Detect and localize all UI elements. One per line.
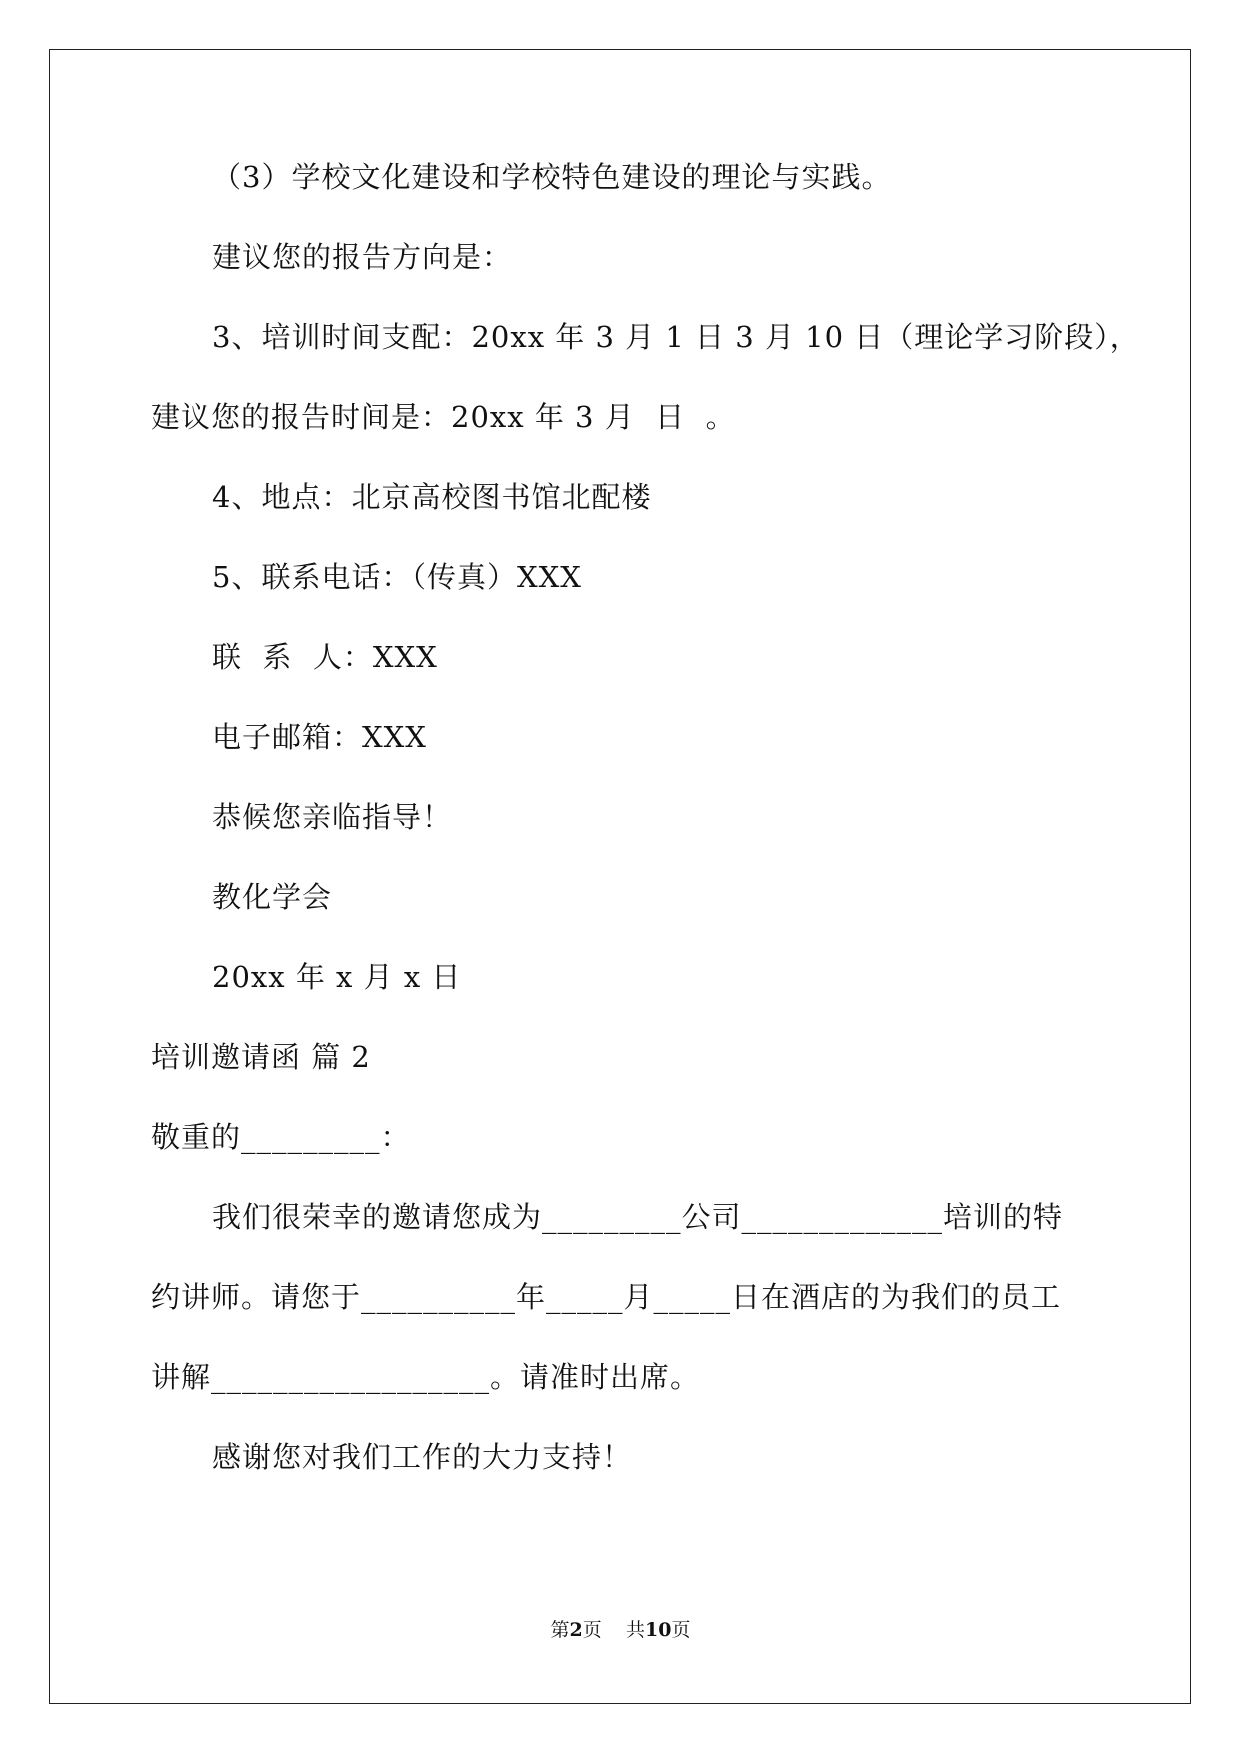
text-line-signature-org: 教化学会 [212, 880, 333, 914]
text-line-signature-date: 20xx 年 x 月 x 日 [212, 960, 462, 994]
text-line-contact-person: 联 系 人：XXX [212, 640, 438, 674]
text-line-closing: 恭候您亲临指导！ [212, 800, 453, 834]
text-line-invitation-1: 我们很荣幸的邀请您成为_________公司_____________培训的特 [212, 1200, 1064, 1234]
text-line-email: 电子邮箱：XXX [212, 720, 427, 754]
text-line-invitation-3: 讲解__________________。请准时出席。 [151, 1360, 701, 1394]
footer-total-prefix: 共 [625, 1619, 645, 1641]
text-line-report-direction: 建议您的报告方向是： [212, 240, 513, 274]
footer-page-prefix: 第 [550, 1619, 570, 1641]
text-line-topic-3: （3）学校文化建设和学校特色建设的理论与实践。 [212, 160, 892, 194]
text-line-report-time: 建议您的报告时间是：20xx 年 3 月 日 。 [151, 400, 736, 434]
page-footer [0, 1618, 1241, 1642]
footer-total-suffix: 页 [671, 1619, 691, 1641]
footer-total-pages: 10 [644, 1619, 672, 1641]
text-line-thanks: 感谢您对我们工作的大力支持！ [212, 1440, 633, 1474]
text-line-phone: 5、联系电话：（传真）XXX [212, 560, 582, 594]
footer-page-number: 2 [569, 1619, 583, 1641]
text-line-salutation: 敬重的_________： [151, 1120, 411, 1154]
section-title: 培训邀请函 篇 2 [151, 1040, 371, 1074]
footer-page-suffix: 页 [582, 1619, 602, 1641]
text-line-location: 4、地点：北京高校图书馆北配楼 [212, 480, 652, 514]
text-line-training-time: 3、培训时间支配：20xx 年 3 月 1 日 3 月 10 日（理论学习阶段）， [212, 320, 1140, 354]
text-line-invitation-2: 约讲师。请您于__________年_____月_____日在酒店的为我们的员工 [151, 1280, 1062, 1314]
